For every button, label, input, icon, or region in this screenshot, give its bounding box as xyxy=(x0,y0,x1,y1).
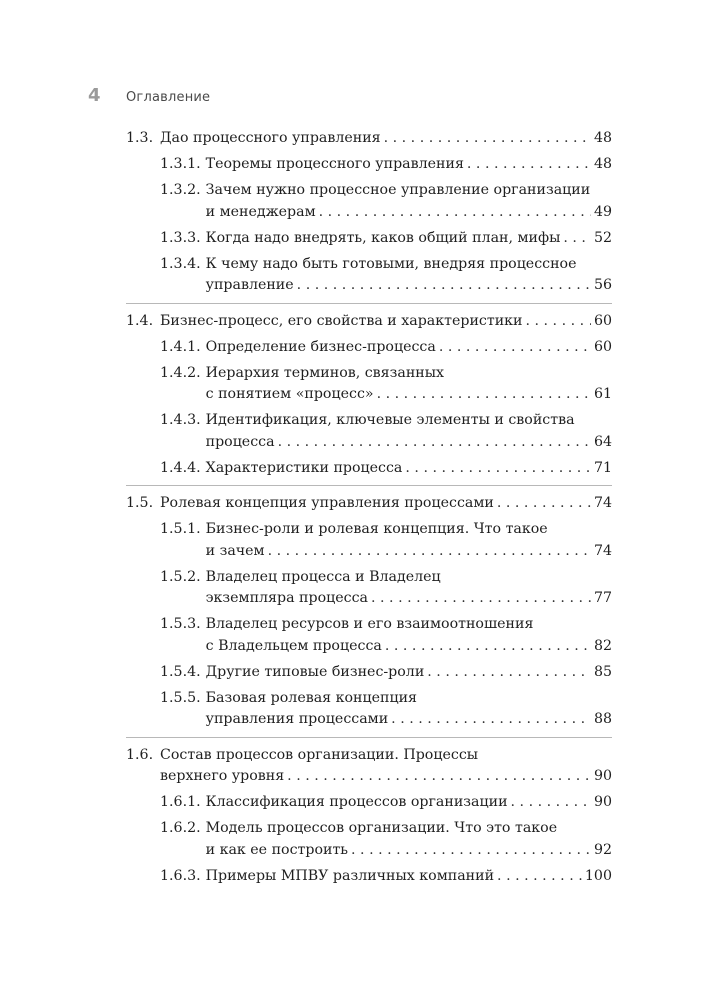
entry-title-line: Определение бизнес-процесса xyxy=(205,338,436,355)
dot-leader xyxy=(511,792,591,814)
dot-leader xyxy=(287,766,591,788)
toc-subsection-entry[interactable] xyxy=(126,614,612,657)
dot-leader xyxy=(439,337,591,359)
entry-title-line: Другие типовые бизнес-роли xyxy=(205,663,425,680)
dot-leader xyxy=(377,384,591,406)
entry-page-number: 61 xyxy=(593,386,612,402)
entry-number: 1.5.4. xyxy=(160,663,201,680)
entry-page-number: 52 xyxy=(593,229,612,246)
entry-title-line: верхнего уровня xyxy=(160,768,285,784)
dot-leader xyxy=(497,493,591,515)
entry-title-line: экземпляра процесса xyxy=(205,590,369,606)
toc-subsection-entry[interactable] xyxy=(126,254,612,297)
entry-number: 1.6.2. xyxy=(160,820,201,836)
page-header xyxy=(88,85,210,106)
entry-number: 1.6.1. xyxy=(160,794,201,810)
dot-leader xyxy=(384,128,591,150)
entry-page-number: 74 xyxy=(593,495,612,511)
entry-page-number: 48 xyxy=(593,156,612,172)
entry-number: 1.5.2. xyxy=(160,568,201,585)
entry-number: 1.6.3. xyxy=(160,867,201,884)
entry-title-line: с понятием «процесс» xyxy=(205,386,374,402)
entry-title-line: Классификация процессов организации xyxy=(205,794,508,810)
entry-title-line: Характеристики процесса xyxy=(205,459,403,476)
entry-page-number: 49 xyxy=(593,203,612,220)
entry-page-number: 82 xyxy=(593,637,612,654)
entry-title-line: Владелец процесса и Владелец xyxy=(205,568,441,585)
dot-leader xyxy=(391,709,591,731)
toc-subsection-entry[interactable] xyxy=(126,662,612,684)
entry-page-number: 71 xyxy=(593,459,612,476)
entry-page-number: 74 xyxy=(593,542,612,559)
entry-title-line: Состав процессов организации. Процессы xyxy=(160,746,479,763)
dot-leader xyxy=(268,541,591,563)
entry-title-line: управление xyxy=(205,277,294,293)
entry-title-line: управления процессами xyxy=(205,711,389,727)
dot-leader xyxy=(351,840,591,862)
entry-page-number: 90 xyxy=(593,768,612,784)
toc-subsection-entry[interactable] xyxy=(126,180,612,223)
section-divider xyxy=(126,303,612,304)
toc-subsection-entry[interactable] xyxy=(126,458,612,480)
toc-subsection-entry[interactable] xyxy=(126,866,612,888)
dot-leader xyxy=(497,866,582,888)
toc-section-entry[interactable] xyxy=(126,493,612,515)
entry-number: 1.4.1. xyxy=(160,338,201,355)
running-head: Оглавление xyxy=(126,90,211,105)
entry-page-number: 88 xyxy=(593,711,612,727)
entry-title-line: Бизнес-процесс, его свойства и характеристики xyxy=(160,312,523,329)
entry-title-line: Теоремы процессного управления xyxy=(205,156,464,172)
dot-leader xyxy=(427,662,591,684)
entry-number: 1.4.4. xyxy=(160,459,201,476)
entry-page-number: 92 xyxy=(593,841,612,858)
entry-title-line: Иерархия терминов, связанных xyxy=(205,364,445,381)
dot-leader xyxy=(319,202,591,224)
dot-leader xyxy=(297,275,591,297)
entry-title-line: Примеры МПВУ различных компаний xyxy=(205,867,495,884)
toc-subsection-entry[interactable] xyxy=(126,792,612,814)
entry-number: 1.4.3. xyxy=(160,412,201,428)
entry-page-number: 85 xyxy=(593,663,612,680)
entry-title-line: Базовая ролевая концепция xyxy=(205,689,417,706)
entry-page-number: 64 xyxy=(593,433,612,450)
dot-leader xyxy=(278,432,591,454)
entry-title-line: Модель процессов организации. Что это такое xyxy=(205,820,558,836)
entry-page-number: 100 xyxy=(584,867,612,884)
entry-number: 1.6. xyxy=(126,746,154,763)
toc-subsection-entry[interactable] xyxy=(126,228,612,250)
entry-title-line: Идентификация, ключевые элементы и свойства xyxy=(205,412,575,428)
entry-title-line: Когда надо внедрять, каков общий план, мифы xyxy=(205,229,561,246)
entry-number: 1.4. xyxy=(126,312,154,329)
entry-number: 1.5. xyxy=(126,495,154,511)
toc-subsection-entry[interactable] xyxy=(126,410,612,453)
toc-subsection-entry[interactable] xyxy=(126,567,612,610)
entry-number: 1.5.5. xyxy=(160,689,201,706)
entry-title-line: К чему надо быть готовыми, внедряя процессное xyxy=(205,255,577,272)
page-number: 4 xyxy=(88,85,101,106)
toc-section-entry[interactable] xyxy=(126,128,612,150)
dot-leader xyxy=(385,636,591,658)
toc-section-entry[interactable] xyxy=(126,745,612,788)
entry-page-number: 60 xyxy=(593,338,612,355)
entry-title-line: и как ее построить xyxy=(205,841,349,858)
entry-page-number: 60 xyxy=(593,312,612,329)
toc-section-entry[interactable] xyxy=(126,311,612,333)
entry-title-line: процесса xyxy=(205,433,275,450)
section-divider xyxy=(126,485,612,486)
table-of-contents xyxy=(126,128,612,887)
entry-number: 1.4.2. xyxy=(160,364,201,381)
entry-number: 1.3. xyxy=(126,130,154,146)
entry-title-line: Владелец ресурсов и его взаимоотношения xyxy=(205,616,534,632)
dot-leader xyxy=(563,228,591,250)
toc-subsection-entry[interactable] xyxy=(126,337,612,359)
dot-leader xyxy=(467,154,591,176)
entry-number: 1.3.2. xyxy=(160,182,201,198)
toc-subsection-entry[interactable] xyxy=(126,154,612,176)
entry-page-number: 56 xyxy=(593,277,612,293)
entry-page-number: 77 xyxy=(593,590,612,606)
toc-subsection-entry[interactable] xyxy=(126,818,612,861)
entry-number: 1.5.1. xyxy=(160,521,201,537)
toc-subsection-entry[interactable] xyxy=(126,688,612,731)
section-divider xyxy=(126,737,612,738)
dot-leader xyxy=(405,458,591,480)
entry-number: 1.3.1. xyxy=(160,156,201,172)
dot-leader xyxy=(371,588,591,610)
toc-subsection-entry[interactable] xyxy=(126,363,612,406)
entry-page-number: 90 xyxy=(593,794,612,810)
entry-title-line: Дао процессного управления xyxy=(160,130,381,146)
entry-number: 1.3.3. xyxy=(160,229,201,246)
entry-title-line: с Владельцем процесса xyxy=(205,637,382,654)
entry-title-line: Зачем нужно процессное управление организации xyxy=(205,182,591,198)
entry-number: 1.3.4. xyxy=(160,255,201,272)
dot-leader xyxy=(525,311,590,333)
entry-title-line: и зачем xyxy=(205,542,265,559)
entry-title-line: и менеджерам xyxy=(205,203,316,220)
entry-title-line: Бизнес-роли и ролевая концепция. Что такое xyxy=(205,521,548,537)
entry-title-line: Ролевая концепция управления процессами xyxy=(160,495,494,511)
entry-number: 1.5.3. xyxy=(160,616,201,632)
entry-page-number: 48 xyxy=(593,130,612,146)
toc-subsection-entry[interactable] xyxy=(126,519,612,562)
